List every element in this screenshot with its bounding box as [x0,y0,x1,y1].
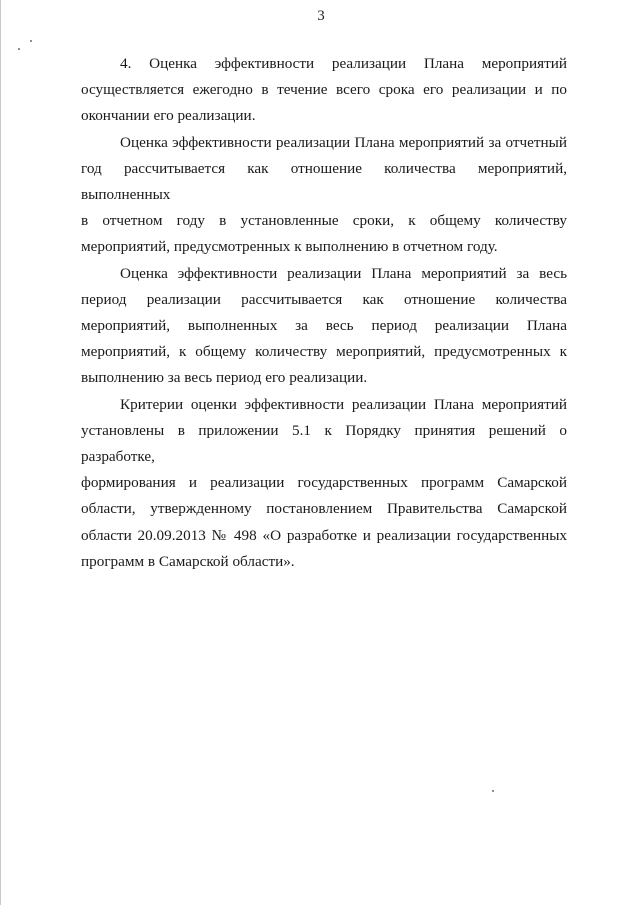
paragraph-4 [81,392,567,575]
page-number: 3 [317,8,325,24]
text-line: период реализации рассчитывается как отношение количества [81,290,567,308]
text-line: Оценка эффективности реализации Плана мероприятий за весь [120,264,567,282]
scan-speck [492,790,494,792]
text-line: выполнению за весь период его реализации. [81,369,368,387]
text-line: мероприятий, к общему количеству мероприятий, предусмотренных к [81,343,567,361]
paragraph-1 [81,51,567,130]
paragraph-3 [81,261,567,392]
text-line: программ в Самарской области». [81,552,295,570]
text-line: мероприятий, предусмотренных к выполнению в отчетном году. [81,238,498,256]
text-line: 4. Оценка эффективности реализации Плана мероприятий [120,55,567,72]
text-line: год рассчитывается как отношение количества мероприятий, выполненных [81,159,567,204]
text-line: формирования и реализации государственных программ Самарской [81,474,567,492]
paragraph-2 [81,130,567,261]
scan-speck [18,48,20,50]
text-line: установлены в приложении 5.1 к Порядку принятия решений о разработке, [81,421,567,466]
text-line: окончании его реализации. [81,107,256,125]
document-body [81,51,567,575]
text-line: Оценка эффективности реализации Плана мероприятий за отчетный [120,133,567,151]
text-line: области 20.09.2013 № 498 «О разработке и реализации государственных [81,526,567,544]
text-line: осуществляется ежегодно в течение всего срока его реализации и по [81,81,567,99]
scan-speck [30,40,32,42]
text-line: области, утвержденному постановлением Правительства Самарской [81,500,567,518]
text-line: Критерии оценки эффективности реализации Плана мероприятий [120,395,567,413]
text-line: мероприятий, выполненных за весь период реализации Плана [81,317,567,335]
text-line: в отчетном году в установленные сроки, к общему количеству [81,212,567,230]
